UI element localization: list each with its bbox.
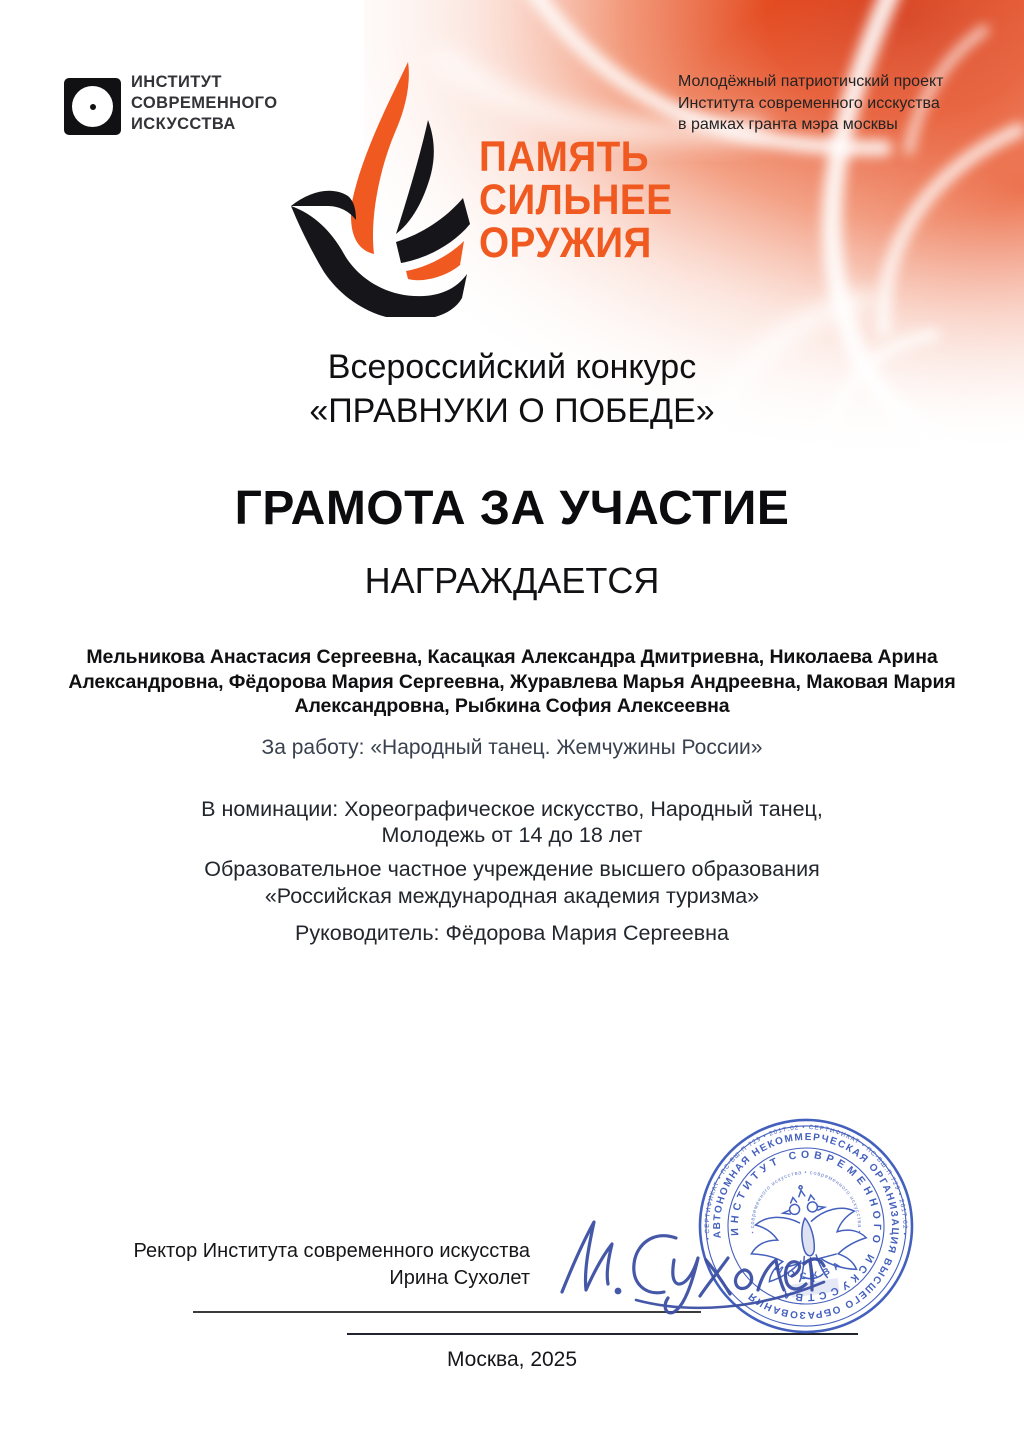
stamp-certification-ring: • СЕРТИФИКАТ • ПС-ВШ.П 729 • 2017.02 • СЕРТИФИКАТ • ПС-ВШ.П 729 • 2017.02 •	[703, 1123, 909, 1241]
rector-title: Ректор Института современного искусства	[133, 1240, 530, 1262]
isa-logo-circle	[72, 86, 113, 127]
institute-name-line: СОВРЕМЕННОГО	[131, 94, 278, 112]
nomination-line2: Молодежь от 14 до 18 лет	[381, 823, 643, 847]
institute-name-line: ИСКУССТВА	[131, 115, 236, 133]
place-and-year: Москва, 2025	[446, 1348, 578, 1371]
stamp-city: МОСКВА	[772, 1256, 848, 1283]
rector-block	[120, 1238, 530, 1292]
wordmark-line: ОРУЖИЯ	[479, 219, 652, 267]
stamp-micro-ring: • современного искусства • современного искусства •	[749, 1169, 863, 1234]
project-note-line: в рамках гранта мэра москвы	[678, 116, 898, 133]
supervisor-line: Руководитель: Фёдорова Мария Сергеевна	[295, 921, 729, 945]
nomination-line1: В номинации: Хореографическое искусство, Народный танец,	[201, 797, 823, 821]
nomination-block	[0, 796, 1024, 848]
stamp-organization-ring: АВТОНОМНАЯ НЕКОММЕРЧЕСКАЯ ОРГАНИЗАЦИЯ ВЫСШЕГО ОБРАЗОВАНИЯ	[711, 1131, 901, 1321]
isa-logo-dot	[90, 104, 96, 110]
isa-logo	[64, 78, 121, 135]
project-note	[678, 71, 943, 136]
organization-line2: «Российская международная академия туризма»	[264, 884, 760, 908]
institute-name-line: ИНСТИТУТ	[131, 73, 222, 91]
awarded-label: НАГРАЖДАЕТСЯ	[364, 560, 660, 601]
project-note-line: Молодёжный патриотичский проект	[678, 73, 944, 90]
dove-flame-logo	[270, 52, 480, 317]
project-note-line: Института современного исскуства	[678, 94, 940, 112]
recipients-list: Мельникова Анастасия Сергеевна, Касацкая Александра Дмитриевна, Николаева Арина Александровна, Фёдорова Мария Сергеевна, Журавлева Марья Андреевна, Маковая Мария Александровна, Рыбкина София Алексеевна	[68, 646, 956, 717]
work-line: За работу: «Народный танец. Жемчужины России»	[261, 736, 763, 759]
project-wordmark	[479, 133, 673, 267]
wordmark-line: ПАМЯТЬ	[479, 133, 649, 181]
award-title: ГРАМОТА ЗА УЧАСТИЕ	[234, 482, 790, 535]
organization-block	[0, 856, 1024, 910]
organization-line1: Образовательное частное учреждение высшего образования	[204, 857, 820, 881]
contest-title-line2: «ПРАВНУКИ О ПОБЕДЕ»	[309, 392, 715, 430]
institute-name	[131, 72, 277, 135]
stamp-institute-ring: ИНСТИТУТ СОВРЕМЕННОГО ИСКУССТВА	[728, 1148, 884, 1304]
rector-name: Ирина Сухолет	[389, 1267, 530, 1289]
rector-signature	[548, 1200, 828, 1320]
contest-title-line1: Всероссийский конкурс	[327, 348, 697, 386]
wordmark-line: СИЛЬНЕЕ	[479, 176, 673, 224]
